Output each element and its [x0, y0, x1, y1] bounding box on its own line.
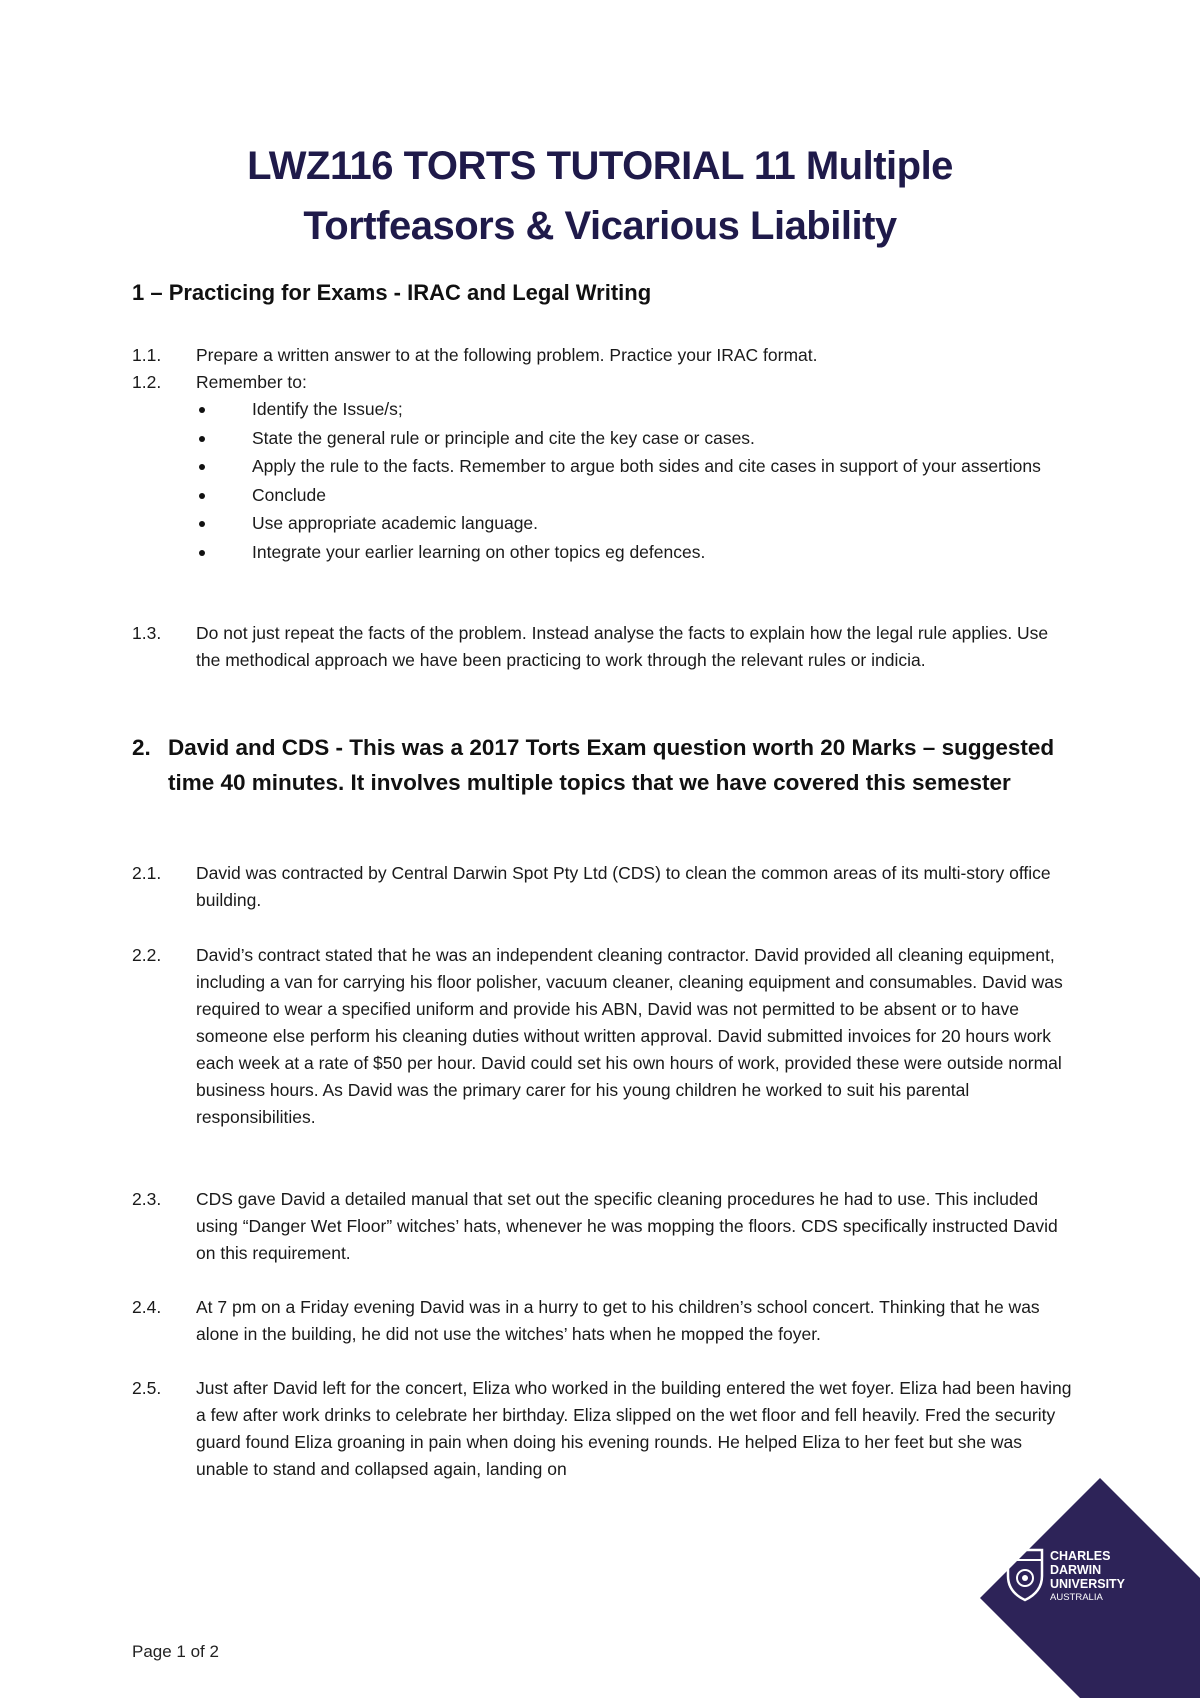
- title-line-1: LWZ116 TORTS TUTORIAL 11 Multiple: [247, 144, 953, 188]
- item-number: 2.4.: [132, 1297, 162, 1317]
- bullet-item: State the general rule or principle and cite the key case or cases.: [196, 425, 1076, 452]
- item-1-2: [132, 369, 1072, 396]
- bullet-item: Integrate your earlier learning on other topics eg defences.: [196, 539, 1076, 566]
- item-number: 1.2.: [132, 372, 162, 392]
- item-number: 2.3.: [132, 1189, 162, 1209]
- logo-text-australia: AUSTRALIA: [1050, 1592, 1103, 1603]
- item-number: 1.3.: [132, 623, 162, 643]
- item-text: CDS gave David a detailed manual that set out the specific cleaning procedures he had to use. This included using “Danger Wet Floor” witches’ hats, whenever he was mopping the floors. CDS specifically instructed David on this requirement.: [196, 1189, 1058, 1263]
- logo-text-darwin: DARWIN: [1050, 1563, 1102, 1577]
- document-title: [0, 136, 1200, 256]
- reminder-bullet-list: [196, 396, 1076, 568]
- item-number: 2.1.: [132, 863, 162, 883]
- item-text: At 7 pm on a Friday evening David was in a hurry to get to his children’s school concert. Thinking that he was alone in the building, he did not use the witches’ hats when he mopped the foyer.: [196, 1297, 1040, 1344]
- item-text: Just after David left for the concert, Eliza who worked in the building entered the wet foyer. Eliza had been having a few after work drinks to celebrate her birthday. Eliza slipped on the wet floor and fell heavily. Fred the security guard found Eliza groaning in pain when doing his evening rounds. He helped Eliza to her feet but she was unable to stand and collapsed again, landing on: [196, 1378, 1072, 1479]
- item-text: Do not just repeat the facts of the problem. Instead analyse the facts to explain how the legal rule applies. Use the methodical approach we have been practicing to work through the relevant rules or indicia.: [196, 623, 1049, 670]
- item-text: Prepare a written answer to at the following problem. Practice your IRAC format.: [196, 345, 818, 365]
- section-1-heading: 1 – Practicing for Exams - IRAC and Legal Writing: [132, 280, 652, 305]
- logo-text-university: UNIVERSITY: [1050, 1577, 1126, 1591]
- item-number: 2.5.: [132, 1378, 162, 1398]
- item-number: 1.1.: [132, 345, 162, 365]
- item-2-3: [132, 1186, 1072, 1267]
- logo-graphic: [980, 1478, 1200, 1698]
- item-text: David’s contract stated that he was an independent cleaning contractor. David provided all cleaning equipment, including a van for carrying his floor polisher, vacuum cleaner, cleaning equipment and consumables. David was required to wear a specified uniform and provide his ABN, David was not permitted to be absent or to have someone else perform his cleaning duties without written approval. David submitted invoices for 20 hours work each week at a rate of $50 per hour. David could set his own hours of work, provided these were outside normal business hours. As David was the primary carer for his young children he worked to suit his parental responsibilities.: [196, 945, 1063, 1127]
- item-text: David was contracted by Central Darwin Spot Pty Ltd (CDS) to clean the common areas of its multi-story office building.: [196, 863, 1051, 910]
- item-2-2: [132, 942, 1072, 1131]
- title-line-2: Tortfeasors & Vicarious Liability: [303, 204, 897, 248]
- logo-text-charles: CHARLES: [1050, 1549, 1111, 1563]
- bullet-item: Apply the rule to the facts. Remember to argue both sides and cite cases in support of your assertions: [196, 453, 1076, 480]
- bullet-item: Use appropriate academic language.: [196, 510, 1076, 537]
- item-1-3: [132, 620, 1072, 674]
- item-2-1: [132, 860, 1072, 914]
- item-2-4: [132, 1294, 1072, 1348]
- section-2-number: 2.: [132, 735, 151, 760]
- item-1-1: [132, 342, 1072, 369]
- university-logo: [980, 1478, 1200, 1698]
- item-text: Remember to:: [196, 372, 307, 392]
- page-number-footer: Page 1 of 2: [132, 1642, 219, 1661]
- item-2-5: [132, 1375, 1072, 1483]
- bullet-item: Identify the Issue/s;: [196, 396, 1076, 423]
- section-2-heading: [132, 730, 1082, 800]
- section-2-heading-text: David and CDS - This was a 2017 Torts Exam question worth 20 Marks – suggested time 40 minutes. It involves multiple topics that we have covered this semester: [168, 735, 1055, 795]
- bullet-item: Conclude: [196, 482, 1076, 509]
- item-number: 2.2.: [132, 945, 162, 965]
